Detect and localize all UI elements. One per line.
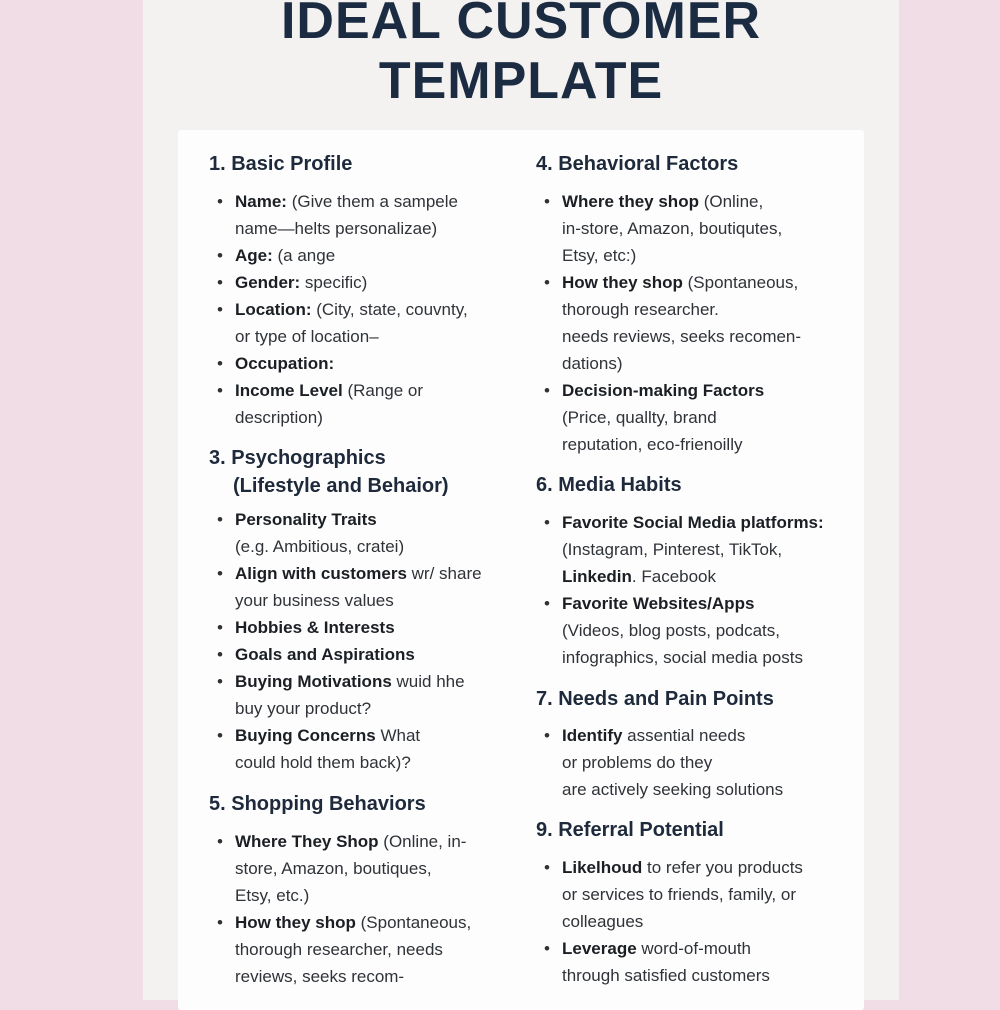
item-text: are actively seeking solutions <box>562 780 784 799</box>
section-heading: 5. Shopping Behaviors <box>209 793 426 815</box>
item-text: name—helts personalizae) <box>235 219 438 238</box>
item-label: Favorite Websites/Apps <box>562 594 755 613</box>
item-text: your business values <box>235 591 394 610</box>
item-text: (e.g. Ambitious, cratei) <box>235 537 405 556</box>
item-label: Buying Motivations <box>235 672 392 691</box>
item-text: buy your product? <box>235 699 372 718</box>
list-item: • Income Level (Range or description) <box>209 377 529 431</box>
title-line-2: TEMPLATE <box>378 52 664 110</box>
list-item: • Buying Motivations wuid hhe buy your product? <box>209 668 529 722</box>
section <box>209 444 529 776</box>
item-text: (Price, quallty, brand <box>562 408 717 427</box>
item-text: (Videos, blog posts, podcats, <box>562 621 780 640</box>
item-text: Etsy, etc:) <box>562 246 637 265</box>
item-text: or problems do they <box>562 753 713 772</box>
title-line-1: IDEAL CUSTOMER <box>280 0 762 50</box>
item-label: Hobbies & Interests <box>235 618 395 637</box>
section-heading: 3. Psychographics <box>209 447 386 469</box>
list-item <box>536 590 866 671</box>
list-item <box>209 506 529 560</box>
right-column <box>536 150 866 989</box>
bullet-list <box>209 188 529 431</box>
list-item: • How they shop (Spontaneous, thorough researcher. needs reviews, seeks recomen- dations) <box>536 269 866 377</box>
bullet-list <box>209 506 529 776</box>
item-text: infographics, social media posts <box>562 648 803 667</box>
list-item: • Likelhoud to refer you products or services to friends, family, or colleagues <box>536 854 866 935</box>
item-label: Occupation: <box>235 354 335 373</box>
item-text: description) <box>235 408 323 427</box>
item-text: through satisfied customers <box>562 966 770 985</box>
list-item: • How they shop (Spontaneous, thorough researcher, needs reviews, seeks recom- <box>209 909 529 990</box>
item-text: Linkedin. Facebook <box>562 567 717 586</box>
item-text: thorough researcher, needs <box>235 940 443 959</box>
bullet-list <box>536 188 866 458</box>
list-item <box>209 614 529 641</box>
item-text: Etsy, etc.) <box>235 886 310 905</box>
list-item: • Where they shop (Online, in-store, Amazon, boutiqutes, Etsy, etc:) <box>536 188 866 269</box>
item-text: or services to friends, family, or <box>562 885 796 904</box>
list-item: • Name: (Give them a sampele name—helts personalizae) <box>209 188 529 242</box>
item-label: Name: <box>235 192 287 211</box>
item-label: Leverage <box>562 939 637 958</box>
list-item <box>536 509 866 590</box>
item-label: Buying Concerns <box>235 726 376 745</box>
bullet-list <box>536 509 866 671</box>
list-item <box>536 377 866 458</box>
item-label: Personality Traits <box>235 510 377 529</box>
item-text: reviews, seeks recom- <box>235 967 405 986</box>
item-text: colleagues <box>562 912 644 931</box>
item-text: could hold them back)? <box>235 753 411 772</box>
item-text: or type of location– <box>235 327 379 346</box>
item-label: Identify <box>562 726 623 745</box>
item-label: How they shop <box>562 273 683 292</box>
item-label: Favorite Social Media platforms: <box>562 513 824 532</box>
item-text: in-store, Amazon, boutiqutes, <box>562 219 783 238</box>
section-heading: 4. Behavioral Factors <box>536 153 739 175</box>
item-label: Likelhoud <box>562 858 643 877</box>
item-label: Location: <box>235 300 312 319</box>
list-item: • Location: (City, state, couvnty, or type of location– <box>209 296 529 350</box>
item-text: dations) <box>562 354 623 373</box>
item-text: reputation, eco-frienoilly <box>562 435 743 454</box>
list-item: • Age: (a ange <box>209 242 529 269</box>
item-text: needs reviews, seeks recomen- <box>562 327 802 346</box>
section-heading: 7. Needs and Pain Points <box>536 688 774 710</box>
item-label: Income Level <box>235 381 343 400</box>
item-label: How they shop <box>235 913 356 932</box>
section <box>536 816 866 989</box>
item-label: Goals and Aspirations <box>235 645 415 664</box>
item-label: Where they shop <box>562 192 699 211</box>
section-heading: 6. Media Habits <box>536 474 682 496</box>
item-label: Align with customers <box>235 564 407 583</box>
list-item: • Align with customers wr/ share your business values <box>209 560 529 614</box>
list-item: • Leverage word-of-mouth through satisfied customers <box>536 935 866 989</box>
list-item: • Identify assential needs or problems do they are actively seeking solutions <box>536 722 866 803</box>
section <box>536 150 866 458</box>
item-label: Decision-making Factors <box>562 381 765 400</box>
bullet-list <box>536 854 866 989</box>
list-item <box>209 350 529 377</box>
section-heading: 9. Referral Potential <box>536 819 724 841</box>
item-label: Where They Shop <box>235 832 379 851</box>
item-label: Gender: <box>235 273 301 292</box>
list-item: • Gender: specific) <box>209 269 529 296</box>
section <box>536 685 866 803</box>
item-text: store, Amazon, boutiques, <box>235 859 432 878</box>
list-item: • Buying Concerns What could hold them back)? <box>209 722 529 776</box>
list-item: • Where They Shop (Online, in- store, Amazon, boutiques, Etsy, etc.) <box>209 828 529 909</box>
list-item <box>209 641 529 668</box>
section <box>536 471 866 671</box>
section <box>209 790 529 990</box>
section <box>209 150 529 431</box>
item-text: (Instagram, Pinterest, TikTok, <box>562 540 783 559</box>
bullet-list <box>536 722 866 803</box>
item-text: thorough researcher. <box>562 300 719 319</box>
left-column <box>209 150 529 990</box>
section-heading: 1. Basic Profile <box>209 153 353 175</box>
bullet-list <box>209 828 529 990</box>
section-subheading: (Lifestyle and Behaior) <box>233 475 449 497</box>
item-label: Age: <box>235 246 273 265</box>
